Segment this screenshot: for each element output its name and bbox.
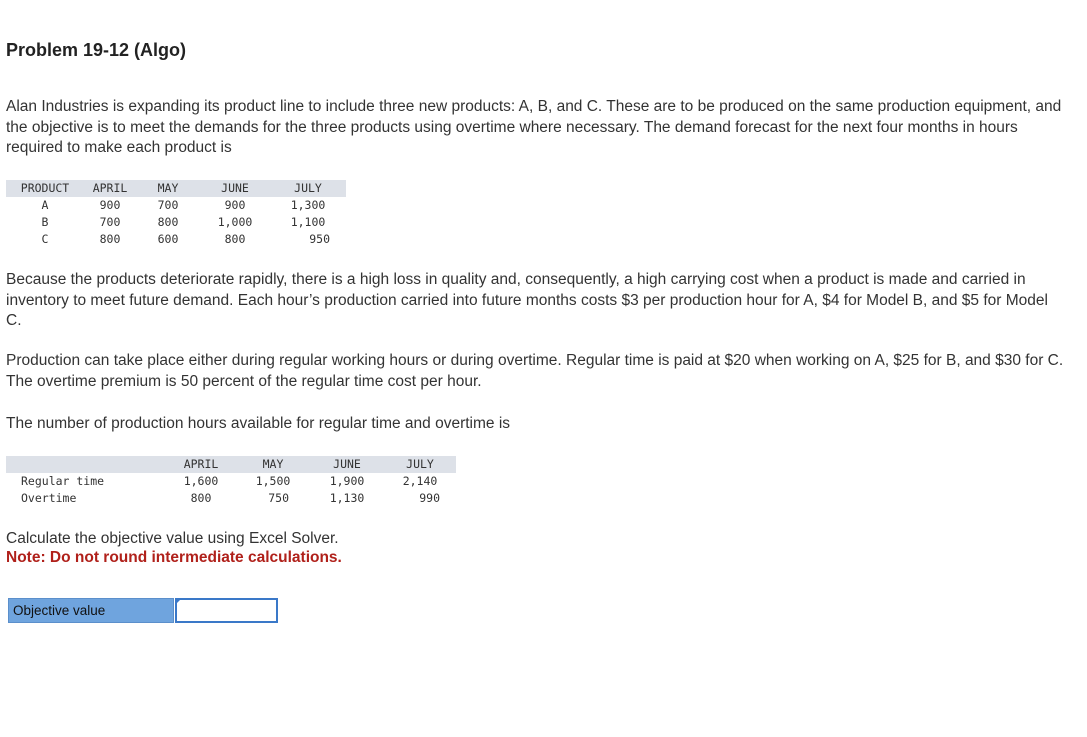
table-row bbox=[6, 197, 346, 214]
hours-cell: 990 bbox=[419, 491, 440, 505]
hours-header-june: JUNE bbox=[310, 456, 384, 473]
table-row bbox=[6, 214, 346, 231]
demand-cell: C bbox=[41, 232, 49, 246]
demand-header-july: JULY bbox=[270, 180, 346, 197]
hours-cell: 1,500 bbox=[255, 474, 291, 488]
demand-cell: 800 bbox=[224, 232, 246, 246]
hours-cell: 750 bbox=[268, 491, 289, 505]
demand-cell: 700 bbox=[157, 198, 179, 212]
hours-header-blank bbox=[6, 456, 166, 473]
demand-cell: 950 bbox=[309, 232, 330, 246]
demand-cell: 1,000 bbox=[217, 215, 253, 229]
table-row bbox=[6, 231, 346, 248]
demand-cell: 900 bbox=[224, 198, 246, 212]
table-row bbox=[6, 490, 456, 507]
hours-header-july: JULY bbox=[384, 456, 456, 473]
production-cost-paragraph: Production can take place either during regular working hours or during overtime. Regular time is paid at $20 when working on A, $25 for B, and $30 for C. The overtime premium is 50 percent of the regular time cost per hour. bbox=[6, 352, 1064, 390]
hours-row-label: Overtime bbox=[21, 491, 77, 505]
hours-cell: 2,140 bbox=[402, 474, 438, 488]
instruction-text: Calculate the objective value using Excel Solver. bbox=[6, 530, 339, 547]
hours-cell: 1,130 bbox=[329, 491, 365, 505]
table-row bbox=[6, 473, 456, 490]
objective-value-label: Objective value bbox=[8, 598, 174, 623]
demand-cell: A bbox=[41, 198, 49, 212]
demand-cell: 800 bbox=[99, 232, 121, 246]
demand-table bbox=[6, 180, 346, 248]
demand-table-header bbox=[6, 180, 346, 197]
hours-available-paragraph: The number of production hours available for regular time and overtime is bbox=[6, 415, 511, 432]
demand-header-june: JUNE bbox=[200, 180, 270, 197]
hours-cell: 1,900 bbox=[329, 474, 365, 488]
problem-title: Problem 19-12 (Algo) bbox=[6, 40, 187, 60]
hours-header-may: MAY bbox=[236, 456, 310, 473]
hours-header-april: APRIL bbox=[166, 456, 236, 473]
hours-table-header bbox=[6, 456, 456, 473]
carrying-cost-paragraph: Because the products deteriorate rapidly, there is a high loss in quality and, consequently, a high carrying cost when a product is made and carried in inventory to meet future demand. Each hour’s production carried into future months costs $3 per production hour for A, $4 for Model B, and $5 for Model C. bbox=[6, 271, 1048, 329]
hours-cell: 800 bbox=[190, 491, 212, 505]
demand-header-product: PRODUCT bbox=[6, 180, 84, 197]
demand-header-april: APRIL bbox=[84, 180, 136, 197]
demand-cell: 900 bbox=[99, 198, 121, 212]
demand-cell: 700 bbox=[99, 215, 121, 229]
demand-cell: B bbox=[41, 215, 49, 229]
objective-value-input[interactable] bbox=[175, 598, 278, 623]
hours-cell: 1,600 bbox=[183, 474, 219, 488]
demand-cell: 1,100 bbox=[290, 215, 326, 229]
hours-table bbox=[6, 456, 456, 507]
demand-cell: 600 bbox=[157, 232, 179, 246]
intro-paragraph: Alan Industries is expanding its product line to include three new products: A, B, and C. These are to be produced on the same production equipment, and the objective is to meet the demands for the three products using overtime where necessary. The demand forecast for the next four months in hours required to make each product is bbox=[6, 98, 1062, 156]
hours-row-label: Regular time bbox=[21, 474, 105, 488]
demand-cell: 800 bbox=[157, 215, 179, 229]
input-flag-icon bbox=[175, 598, 182, 605]
demand-header-may: MAY bbox=[136, 180, 200, 197]
note-text: Note: Do not round intermediate calculations. bbox=[6, 549, 342, 566]
demand-cell: 1,300 bbox=[290, 198, 326, 212]
